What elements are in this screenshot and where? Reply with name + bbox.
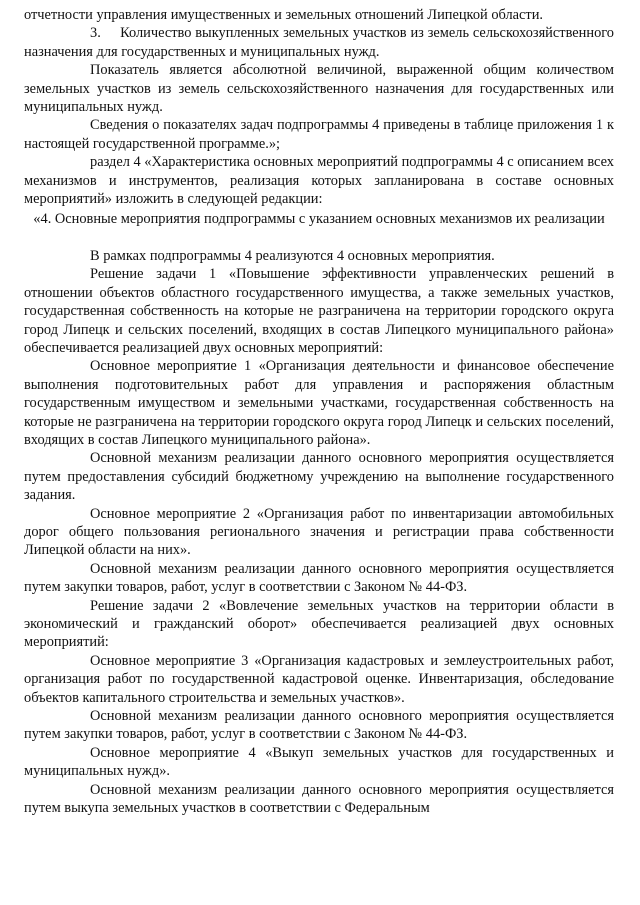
blank-line (24, 229, 614, 247)
section-heading: «4. Основные мероприятия подпрограммы с указанием основных механизмов их реализации (33, 211, 605, 228)
document-page (24, 6, 614, 817)
paragraph-measure-2: Основное мероприятие 2 «Организация работ по инвентаризации автомобильных дорог общего пользования регионального значения и регистрации права собственности Липецкой области на них». (24, 505, 614, 559)
paragraph-mechanism-3: Основной механизм реализации данного основного мероприятия осуществляется путем закупки товаров, работ, услуг в соответствии с Законом № 44-ФЗ. (24, 708, 614, 743)
paragraph-indicator-3: 3. Количество выкупленных земельных участков из земель сельскохозяйственного назначения для государственных и муниципальных нужд. (24, 25, 614, 60)
paragraph-indicator-reference: Сведения о показателях задач подпрограммы 4 приведены в таблице приложения 1 к настоящей государственной программе.»; (24, 117, 614, 152)
paragraph-intro: В рамках подпрограммы 4 реализуются 4 основных мероприятия. (90, 247, 495, 264)
paragraph-measure-1: Основное мероприятие 1 «Организация деятельности и финансовое обеспечение выполнения подготовительных работ для управления и распоряжения областным государственным имуществом и земельными участками, государственная собственность на которые не разграничена на территории городского округа город Липецк и сельских поселений, входящих в состав Липецкого муниципального района». (24, 358, 614, 448)
paragraph-mechanism-1: Основной механизм реализации данного основного мероприятия осуществляется путем предоставления субсидий бюджетному учреждению на выполнение государственного задания. (24, 450, 614, 504)
paragraph-mechanism-2: Основной механизм реализации данного основного мероприятия осуществляется путем закупки товаров, работ, услуг в соответствии с Законом № 44-ФЗ. (24, 560, 614, 596)
paragraph-task-2: Решение задачи 2 «Вовлечение земельных участков на территории области в экономический и гражданский оборот» обеспечивается реализацией двух основных мероприятий: (24, 597, 614, 651)
paragraph-report-continuation: отчетности управления имущественных и земельных отношений Липецкой области. (24, 7, 544, 23)
paragraph-measure-3: Основное мероприятие 3 «Организация кадастровых и землеустроительных работ, организация работ по государственной кадастровой оценке. Инвентаризация, обследование объектов капитального строительства и земельных участков». (24, 652, 614, 706)
paragraph-section-4-amendment: раздел 4 «Характеристика основных мероприятий подпрограммы 4 с описанием всех механизмов и инструментов, реализация которых запланирована в составе основных мероприятий» изложить в следующей редакции: (24, 154, 614, 208)
paragraph-measure-4: Основное мероприятие 4 «Выкуп земельных участков для государственных и муниципальных нужд». (24, 744, 614, 780)
paragraph-indicator-description: Показатель является абсолютной величиной, выраженной общим количеством земельных участков из земель сельскохозяйственного назначения для государственных или муниципальных нужд. (24, 62, 614, 116)
paragraph-task-1: Решение задачи 1 «Повышение эффективности управленческих решений в отношении объектов областного государственного имущества, а также земельных участков, государственная собственность на которые не разграничена на территории городского округа город Липецк и сельских поселений, входящих в состав Липецкого муниципального района» обеспечивается реализацией двух основных мероприятий: (24, 266, 614, 356)
paragraph-mechanism-4: Основной механизм реализации данного основного мероприятия осуществляется путем выкупа земельных участков в соответствии с Федеральным (24, 781, 614, 817)
